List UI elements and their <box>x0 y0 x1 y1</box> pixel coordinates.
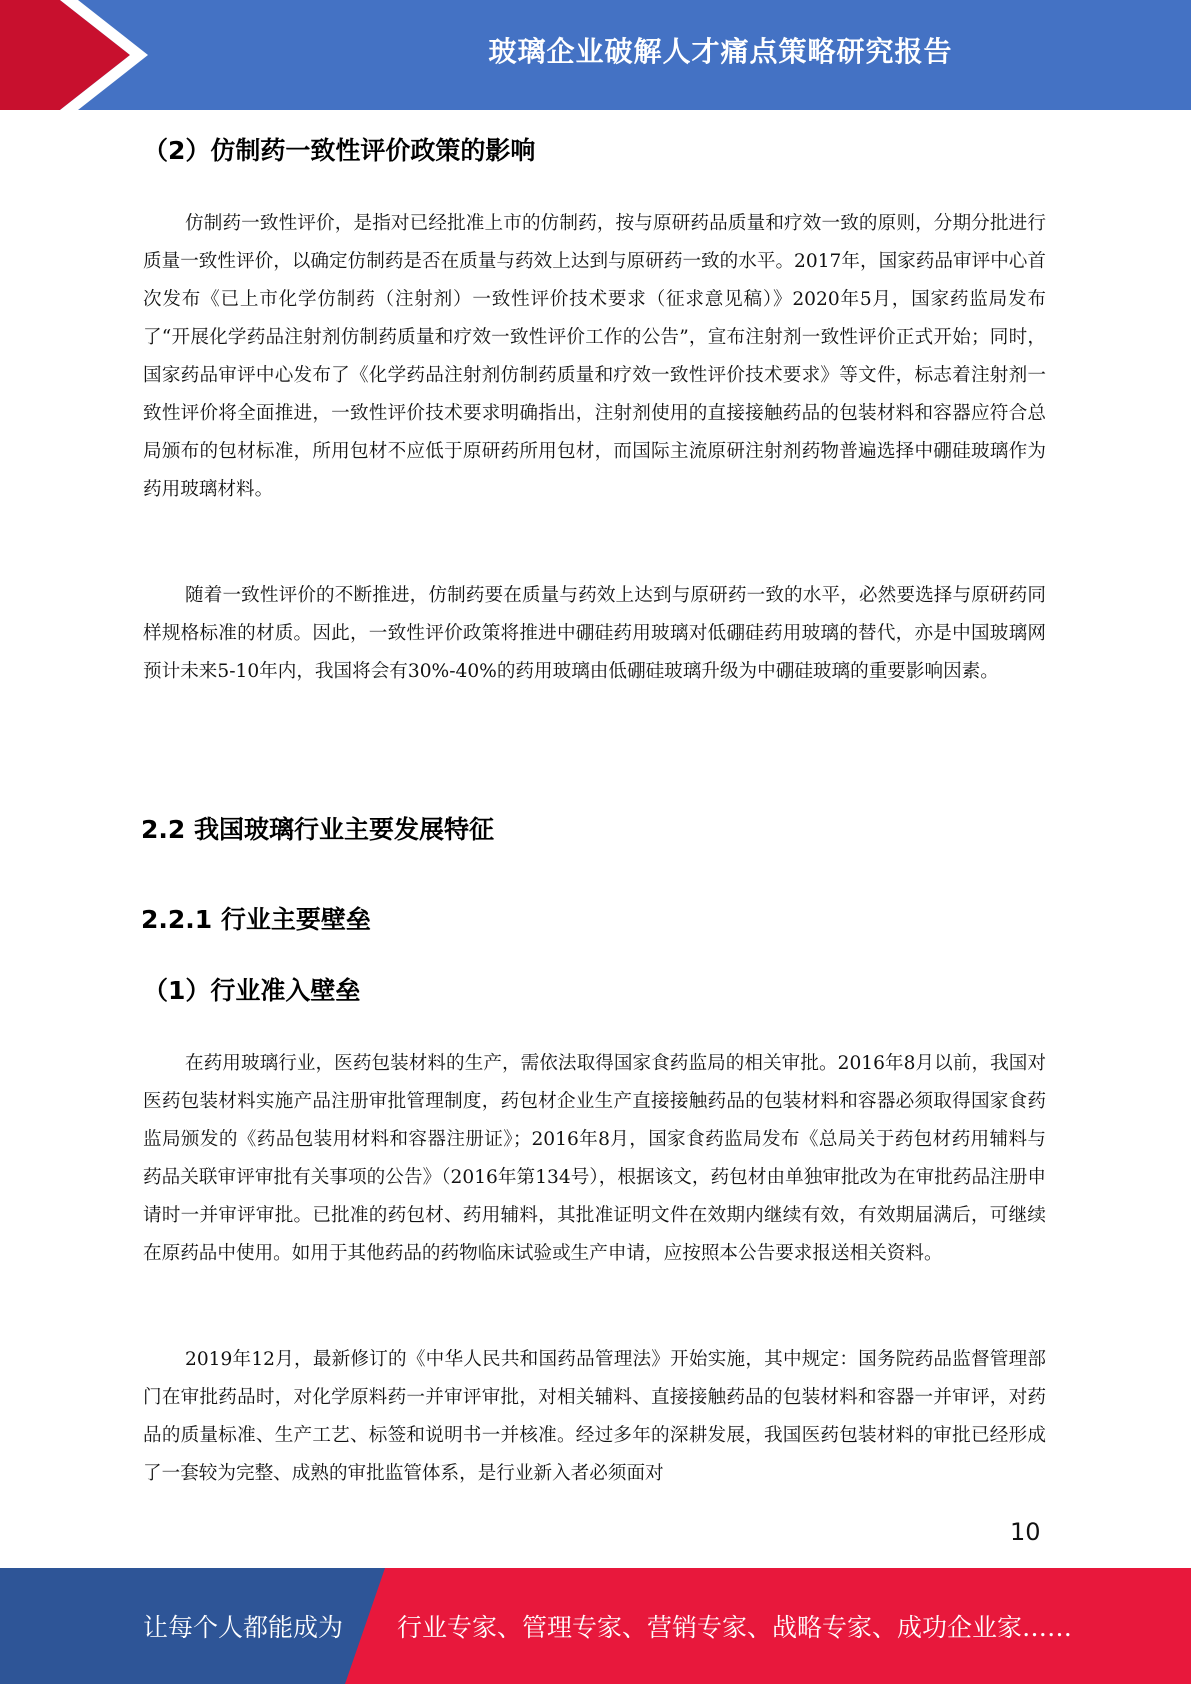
section-heading-industry-barriers: 2.2.1 行业主要壁垒 <box>141 905 371 934</box>
report-title: 玻璃企业破解人才痛点策略研究报告 <box>488 35 953 68</box>
paragraph-drug-administration-law: 2019年12月，最新修订的《中华人民共和国药品管理法》开始实施，其中规定：国务院药品监督管理部门在审批药品时，对化学原料药一并审评审批，对相关辅料、直接接触药品的包装材料和容器一并审评，对药品的质量标准、生产工艺、标签和说明书一并核准。经过多年的深耕发展，我国医药包装材料的审批已经形成了一套较为完整、成熟的审批监管体系，是行业新入者必须面对 <box>143 1349 1046 1484</box>
section-heading-generic-drug-policy: （2）仿制药一致性评价政策的影响 <box>143 136 536 165</box>
footer-slogan-left: 让每个人都能成为 <box>143 1613 344 1642</box>
section-heading-industry-features: 2.2 我国玻璃行业主要发展特征 <box>141 815 494 844</box>
paragraph-consistency-impact: 随着一致性评价的不断推进，仿制药要在质量与药效上达到与原研药一致的水平，必然要选择与原研药同样规格标准的材质。因此，一致性评价政策将推进中硼硅药用玻璃对低硼硅药用玻璃的替代，亦是中国玻璃网预计未来5-10年内，我国将会有30%-40%的药用玻璃由低硼硅玻璃升级为中硼硅玻璃的重要影响因素。 <box>143 585 1046 682</box>
header-arrow-decoration <box>0 0 160 110</box>
page-number: 10 <box>1010 1518 1041 1546</box>
page-header <box>0 0 1191 110</box>
footer-slogan-right: 行业专家、管理专家、营销专家、战略专家、成功企业家…… <box>397 1613 1073 1642</box>
paragraph-consistency-evaluation: 仿制药一致性评价，是指对已经批准上市的仿制药，按与原研药品质量和疗效一致的原则，分期分批进行质量一致性评价，以确定仿制药是否在质量与药效上达到与原研药一致的水平。2017年，国家药品审评中心首次发布《已上市化学仿制药（注射剂）一致性评价技术要求（征求意见稿）》2020年5月，国家药监局发布了“开展化学药品注射剂仿制药质量和疗效一致性评价工作的公告”，宣布注射剂一致性评价正式开始；同时，国家药品审评中心发布了《化学药品注射剂仿制药质量和疗效一致性评价技术要求》等文件，标志着注射剂一致性评价将全面推进，一致性评价技术要求明确指出，注射剂使用的直接接触药品的包装材料和容器应符合总局颁布的包材标准，所用包材不应低于原研药所用包材，而国际主流原研注射剂药物普遍选择中硼硅玻璃作为药用玻璃材料。 <box>143 213 1046 500</box>
paragraph-entry-approval: 在药用玻璃行业，医药包装材料的生产，需依法取得国家食药监局的相关审批。2016年8月以前，我国对医药包装材料实施产品注册审批管理制度，药包材企业生产直接接触药品的包装材料和容器必须取得国家食药监局颁发的《药品包装用材料和容器注册证》；2016年8月，国家食药监局发布《总局关于药包材药用辅料与药品关联审评审批有关事项的公告》（2016年第134号），根据该文，药包材由单独审批改为在审批药品注册申请时一并审评审批。已批准的药包材、药用辅料，其批准证明文件在效期内继续有效，有效期届满后，可继续在原药品中使用。如用于其他药品的药物临床试验或生产申请，应按照本公告要求报送相关资料。 <box>143 1053 1046 1264</box>
page-footer <box>0 1568 1191 1684</box>
section-heading-entry-barriers: （1）行业准入壁垒 <box>143 976 361 1005</box>
